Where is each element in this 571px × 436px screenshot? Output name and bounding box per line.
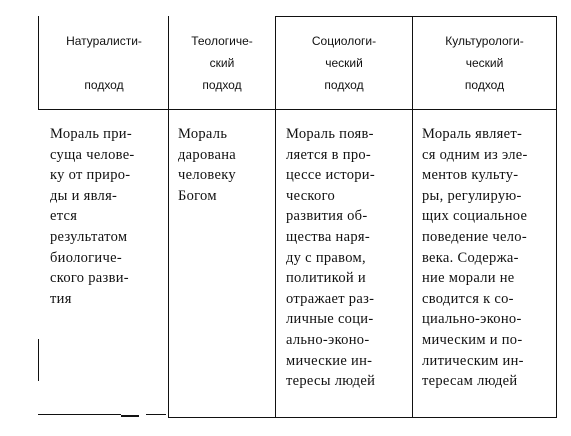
header-theological: Теологиче- ский подход — [191, 34, 253, 92]
header-sociological: Социологи- ческий подход — [311, 34, 377, 92]
header-divider — [38, 109, 557, 110]
bottom-border — [168, 417, 557, 418]
cell-cultural: Мораль являет- ся одним из эле- ментов культу- ры, регулирую- щих социальное поведение чело- века. Содержа- ние морали не сводится к со- циально-эконо- мическим и по- литическим ин- тересам людей — [422, 126, 528, 390]
header-naturalist: Натуралисти- подход — [66, 34, 142, 92]
bottom-border-fragment — [38, 414, 121, 415]
top-border — [275, 16, 557, 17]
bottom-border-fragment — [121, 415, 139, 417]
header-cultural: Культурологи- ческий подход — [445, 34, 524, 92]
cell-naturalist: Мораль при- суща челове- ку от приро- ды и явля- ется результатом биологиче- ского разви- тия — [50, 126, 135, 307]
bottom-border-fragment — [146, 414, 166, 415]
left-border-upper — [38, 16, 39, 110]
cell-sociological: Мораль появ- ляется в про- цессе истори- ческого развития об- щества наря- ду с правом, политикой и отражает раз- личные соци- ально-эконо- мические ин- тересы людей — [286, 126, 376, 390]
left-border-lower — [38, 339, 39, 381]
right-border — [556, 16, 557, 418]
cell-theological: Мораль дарована человеку Богом — [178, 126, 236, 204]
